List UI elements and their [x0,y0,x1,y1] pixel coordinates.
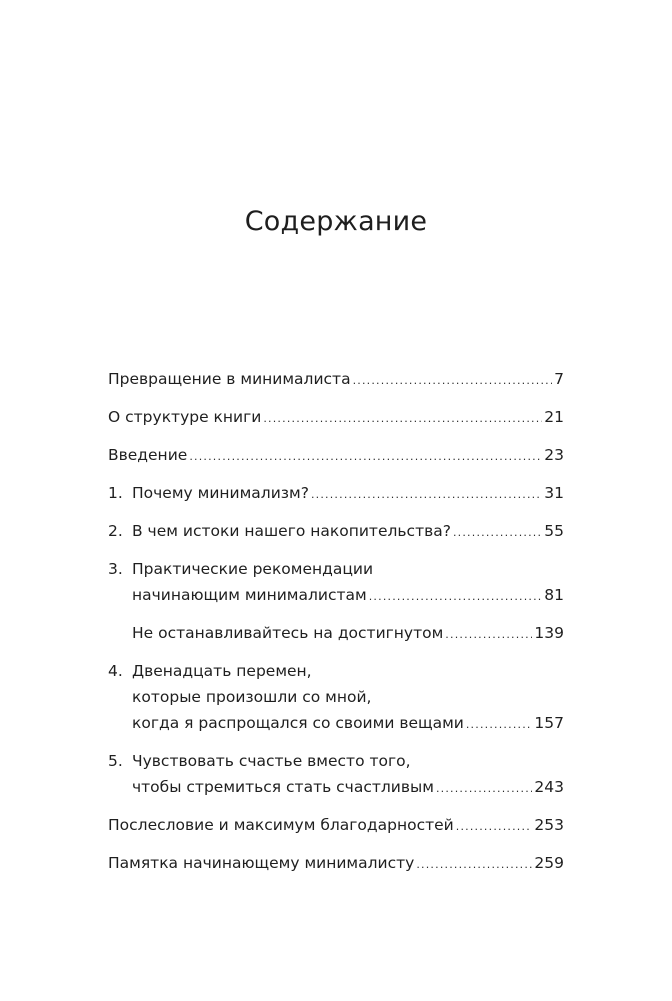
toc-leader-dots [369,584,543,610]
toc-page-number: 7 [554,370,564,388]
toc-entry [108,556,564,608]
toc-entry [108,850,564,876]
toc-entry-title: когда я распрощался со своими вещами [132,714,464,732]
toc-entry [108,518,564,544]
toc-entry-title: Двенадцать перемен, [132,662,312,680]
toc-page-number: 81 [544,586,564,604]
toc-entry [108,480,564,506]
toc-entry [108,366,564,392]
toc-entry [108,620,564,646]
toc-entry-title: Превращение в минималиста [108,370,351,388]
toc-leader-dots [263,406,542,432]
toc-chapter-number: 2. [108,522,123,540]
toc-page-number: 253 [534,816,564,834]
toc-leader-dots [456,814,533,840]
toc-entry [108,658,564,736]
toc-entry-title: начинающим минималистам [132,586,367,604]
toc-leader-dots [311,482,542,508]
toc-entry-title: чтобы стремиться стать счастливым [132,778,434,796]
toc-entry-title: Послесловие и максимум благодарностей [108,816,454,834]
toc-entry-title: Памятка начинающему минималисту [108,854,415,872]
table-of-contents [108,366,564,872]
toc-entry-title: Введение [108,446,188,464]
toc-leader-dots [416,852,532,878]
toc-chapter-number: 3. [108,560,123,578]
toc-page-number: 31 [544,484,564,502]
toc-entry-title: Чувствовать счастье вместо того, [132,752,411,770]
toc-page-number: 23 [544,446,564,464]
toc-leader-dots [466,712,533,738]
toc-entry-title: В чем истоки нашего накопительства? [132,522,451,540]
toc-chapter-number: 1. [108,484,123,502]
toc-entry [108,442,564,468]
toc-entry [108,404,564,430]
toc-leader-dots [353,368,553,394]
toc-page-number: 139 [534,624,564,642]
toc-page-number: 259 [534,854,564,872]
toc-entry-title: Не останавливайтесь на достигнутом [132,624,444,642]
toc-entry-title: которые произошли со мной, [132,688,372,706]
toc-leader-dots [453,520,542,546]
toc-entry [108,812,564,838]
toc-entry-title: Почему минимализм? [132,484,309,502]
toc-page-number: 55 [544,522,564,540]
toc-leader-dots [445,622,532,648]
toc-leader-dots [189,444,542,470]
toc-entry [108,748,564,800]
toc-page-number: 21 [544,408,564,426]
toc-page-number: 157 [534,714,564,732]
toc-entry-title: О структуре книги [108,408,262,426]
toc-chapter-number: 4. [108,662,123,680]
toc-leader-dots [436,776,532,802]
page-title: Содержание [244,206,428,238]
toc-entry-title: Практические рекомендации [132,560,374,578]
toc-chapter-number: 5. [108,752,123,770]
toc-page-number: 243 [534,778,564,796]
